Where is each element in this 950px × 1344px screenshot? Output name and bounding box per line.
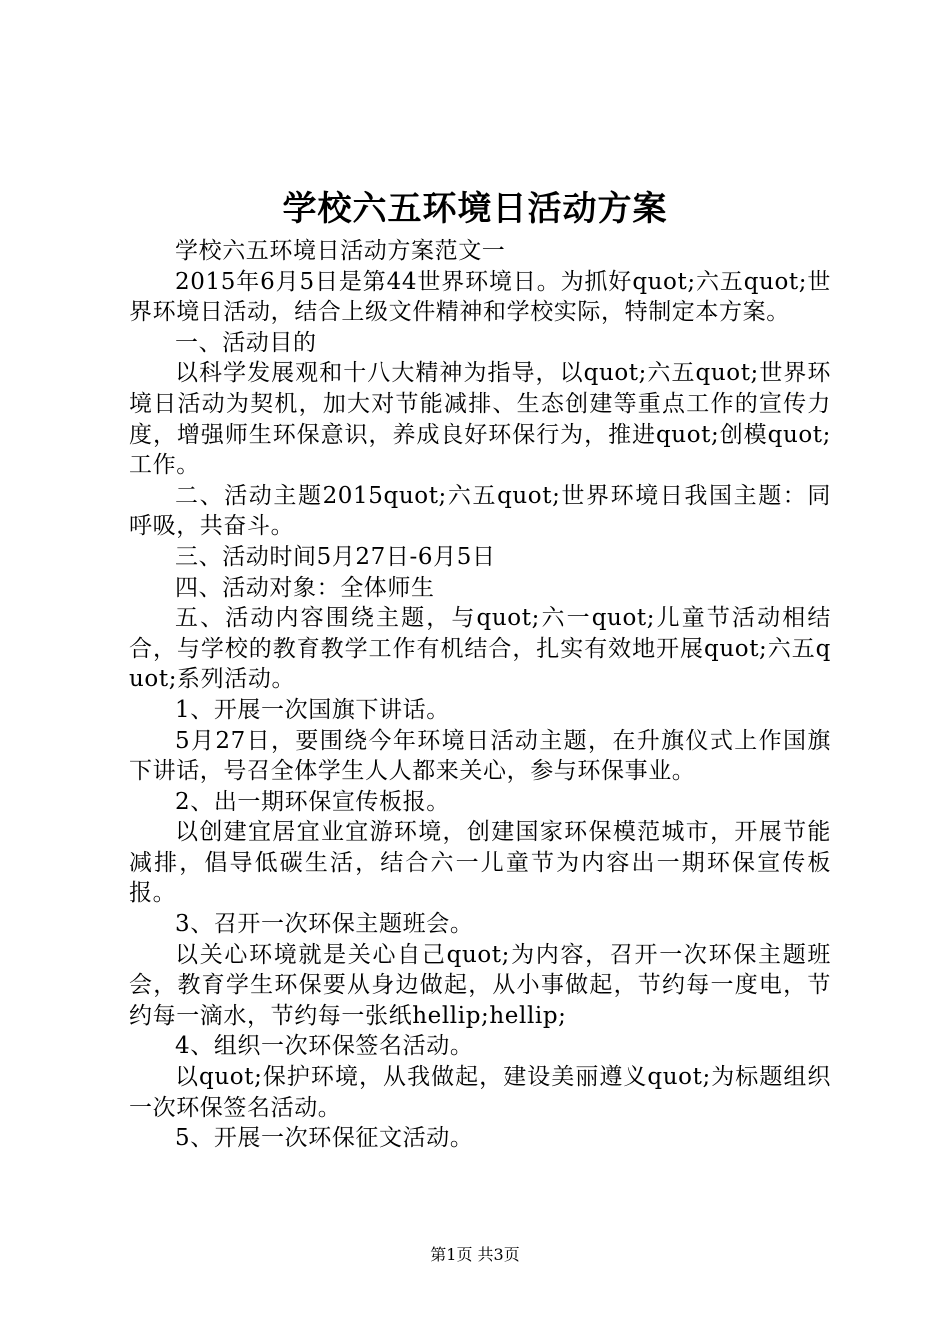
paragraph-subtitle: 学校六五环境日活动方案范文一 — [175, 238, 506, 264]
heading-purpose: 一、活动目的 — [175, 329, 317, 356]
paragraph-theme: 二、活动主题2015quot;六五quot;世界环境日我国主题：同呼吸，共奋斗。 — [129, 482, 831, 540]
document-body — [129, 236, 831, 1154]
list-item-1: 1、开展一次国旗下讲话。 — [175, 696, 450, 723]
paragraph-item-4: 以quot;保护环境，从我做起，建设美丽遵义quot;为标题组织一次环保签名活动。 — [129, 1064, 831, 1121]
paragraph-intro: 2015年6月5日是第44世界环境日。为抓好quot;六五quot;世界环境日活动，结合上级文件精神和学校实际，特制定本方案。 — [129, 268, 831, 326]
paragraph-time: 三、活动时间5月27日-6月5日 — [175, 543, 496, 570]
list-item-5: 5、开展一次环保征文活动。 — [175, 1125, 474, 1152]
paragraph-item-3: 以关心环境就是关心自己quot;为内容，召开一次环保主题班会，教育学生环保要从身边做起，从小事做起，节约每一度电，节约每一滴水，节约每一张纸hellip;hellip; — [129, 941, 831, 1029]
paragraph-item-1: 5月27日，要围绕今年环境日活动主题，在升旗仪式上作国旗下讲话，号召全体学生人人都来关心，参与环保事业。 — [129, 727, 831, 785]
document-title: 学校六五环境日活动方案 — [282, 189, 668, 229]
paragraph-item-2: 以创建宜居宜业宜游环境，创建国家环保模范城市，开展节能减排，倡导低碳生活，结合六一儿童节为内容出一期环保宣传板报。 — [129, 819, 831, 907]
page-footer: 第1页 共3页 — [430, 1245, 520, 1264]
paragraph-audience: 四、活动对象：全体师生 — [175, 574, 435, 601]
list-item-2: 2、出一期环保宣传板报。 — [175, 788, 450, 815]
list-item-3: 3、召开一次环保主题班会。 — [175, 911, 474, 938]
list-item-4: 4、组织一次环保签名活动。 — [175, 1033, 474, 1060]
paragraph-content: 五、活动内容围绕主题，与quot;六一quot;儿童节活动相结合，与学校的教育教学工作有机结合，扎实有效地开展quot;六五quot;系列活动。 — [129, 605, 831, 693]
paragraph-purpose: 以科学发展观和十八大精神为指导，以quot;六五quot;世界环境日活动为契机，加大对节能减排、生态创建等重点工作的宣传力度，增强师生环保意识，养成良好环保行为，推进quot;创模quot;工作。 — [129, 360, 831, 479]
